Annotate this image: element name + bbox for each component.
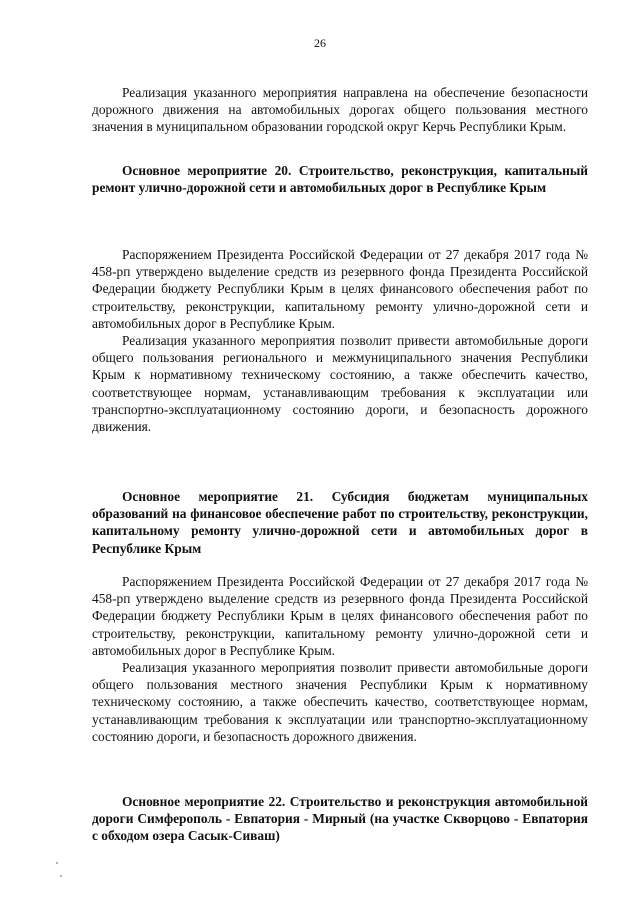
scan-speck	[56, 862, 58, 864]
scan-speck	[60, 875, 62, 877]
body-paragraph: Распоряжением Президента Российской Федерации от 27 декабря 2017 года № 458-рп утверждено выделение средств из резервного фонда Президента Российской Федерации бюджету Республики Крым в целях финансового обеспечения работ по строительству, реконструкции, капитальному ремонту улично-дорожной сети и автомобильных дорог в Республике Крым.	[92, 574, 588, 658]
section-heading: Основное мероприятие 20. Строительство, реконструкция, капитальный ремонт улично-дорожной сети и автомобильных дорог в Республике Крым	[92, 163, 588, 196]
body-paragraph: Распоряжением Президента Российской Федерации от 27 декабря 2017 года № 458-рп утверждено выделение средств из резервного фонда Президента Российской Федерации бюджету Республики Крым в целях финансового обеспечения работ по строительству, реконструкции, капитальному ремонту улично-дорожной сети и автомобильных дорог в Республике Крым.	[92, 247, 588, 331]
section-21-heading-block	[92, 488, 588, 557]
intro-block	[92, 84, 588, 136]
intro-paragraph: Реализация указанного мероприятия направлена на обеспечение безопасности дорожного движения на автомобильных дорогах общего пользования местного значения в муниципальном образовании городской округ Керчь Республики Крым.	[92, 85, 588, 135]
section-20-heading-block	[92, 162, 588, 196]
body-paragraph: Реализация указанного мероприятия позволит привести автомобильные дороги общего пользования местного значения Республики Крым к нормативному техническому состоянию, а также обеспечить качество, соответствующее нормам, устанавливающим требования к эксплуатации или транспортно-эксплуатационному состоянию дороги, и безопасность дорожного движения.	[92, 660, 588, 744]
section-20-body	[92, 246, 588, 435]
section-22-heading-block	[92, 793, 588, 845]
section-21-body	[92, 573, 588, 745]
section-heading: Основное мероприятие 22. Строительство и реконструкция автомобильной дороги Симферополь - Евпатория - Мирный (на участке Скворцово - Евпатория с обходом озера Сасык-Сиваш)	[92, 794, 588, 844]
body-paragraph: Реализация указанного мероприятия позволит привести автомобильные дороги общего пользования регионального и межмуниципального значения Республики Крым к нормативному техническому состоянию, а также обеспечить качество, соответствующее нормам, устанавливающим требования к эксплуатации или транспортно-эксплуатационному состоянию дороги, и безопасность дорожного движения.	[92, 333, 588, 435]
page-number: 26	[314, 36, 326, 50]
section-heading: Основное мероприятие 21. Субсидия бюджетам муниципальных образований на финансовое обеспечение работ по строительству, реконструкции, капитальному ремонту улично-дорожной сети и автомобильных дорог в Республике Крым	[92, 489, 588, 556]
